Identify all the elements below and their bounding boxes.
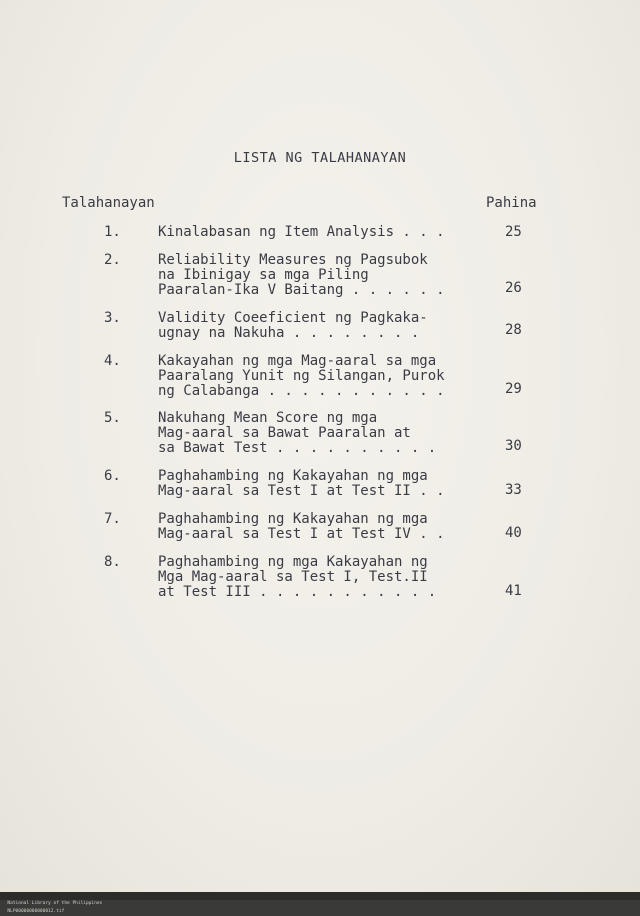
entry-line: ng Calabanga . . . . . . . . . . . — [158, 383, 445, 399]
entry-line: Kinalabasan ng Item Analysis . . . — [158, 224, 445, 240]
footer-code: NLP00000000000012.tif — [7, 909, 65, 914]
entry-text — [158, 555, 468, 600]
entry-line: Mag-aaral sa Bawat Paaralan at — [158, 425, 411, 441]
scan-footer — [0, 892, 640, 914]
entry-line: Reliability Measures ng Pagsubok — [158, 252, 428, 268]
entry-page: 30 — [505, 438, 522, 454]
entry-number: 1. — [104, 224, 121, 240]
footer-institution: National Library of the Philippines — [7, 901, 103, 906]
entry-line: Paghahambing ng mga Kakayahan ng — [158, 554, 428, 570]
page-title: LISTA NG TALAHANAYAN — [233, 150, 407, 166]
entry-text — [158, 469, 468, 499]
entry-line: Paghahambing ng Kakayahan ng mga — [158, 468, 428, 484]
entry-page: 33 — [505, 482, 522, 498]
entry-text — [158, 311, 468, 341]
column-header-pahina: Pahina — [486, 195, 537, 211]
entry-number: 8. — [104, 554, 121, 570]
entry-line: Validity Coeeficient ng Pagkaka- — [158, 310, 428, 326]
entry-page: 26 — [505, 280, 522, 296]
entry-number: 4. — [104, 353, 121, 369]
entry-line: Paghahambing ng Kakayahan ng mga — [158, 511, 428, 527]
entry-line: na Ibinigay sa mga Piling — [158, 267, 369, 283]
entry-page: 41 — [505, 583, 522, 599]
entry-line: Paaralan-Ika V Baitang . . . . . . — [158, 282, 445, 298]
entry-text — [158, 411, 468, 456]
entry-number: 5. — [104, 410, 121, 426]
entry-text — [158, 253, 468, 298]
entry-line: Paaralang Yunit ng Silangan, Purok — [158, 368, 445, 384]
entry-line: Mag-aaral sa Test I at Test II . . — [158, 483, 445, 499]
entry-line: Mag-aaral sa Test I at Test IV . . — [158, 526, 445, 542]
entry-line: sa Bawat Test . . . . . . . . . . — [158, 440, 437, 456]
entry-number: 3. — [104, 310, 121, 326]
entry-number: 7. — [104, 511, 121, 527]
entry-line: Nakuhang Mean Score ng mga — [158, 410, 378, 426]
entry-text — [158, 512, 468, 542]
entry-text — [158, 354, 468, 399]
entry-line: Mga Mag-aaral sa Test I, Test.II — [158, 569, 428, 585]
entry-page: 29 — [505, 381, 522, 397]
entry-text — [158, 225, 468, 240]
entry-number: 2. — [104, 252, 121, 268]
entry-line: Kakayahan ng mga Mag-aaral sa mga — [158, 353, 437, 369]
entry-page: 25 — [505, 224, 522, 240]
entry-page: 28 — [505, 322, 522, 338]
entry-line: at Test III . . . . . . . . . . . — [158, 584, 437, 600]
entry-line: ugnay na Nakuha . . . . . . . . — [158, 325, 420, 341]
entry-number: 6. — [104, 468, 121, 484]
column-header-talahanayan: Talahanayan — [62, 195, 155, 211]
entry-page: 40 — [505, 525, 522, 541]
